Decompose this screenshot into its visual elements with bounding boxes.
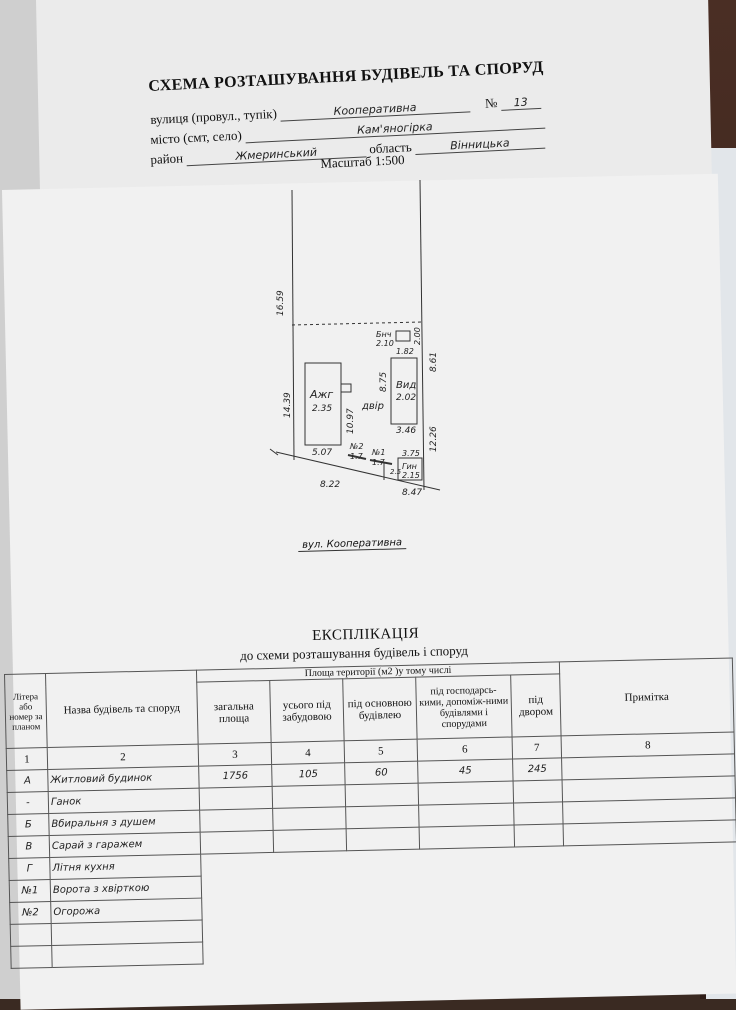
row-built: 105 — [272, 763, 345, 787]
gate1-value: 1.7 — [372, 458, 385, 467]
row-name: Літня кухня — [50, 854, 201, 879]
city-value: Кам'яногірка — [245, 115, 545, 144]
col-num: 1 — [6, 748, 47, 771]
col-num: 8 — [561, 732, 734, 758]
building-b-d: 1.82 — [396, 347, 414, 356]
scale-label: Масштаб 1:500 — [320, 151, 405, 171]
dim-east-top: 8.61 — [429, 351, 439, 372]
number-label: № — [484, 95, 498, 111]
col-num: 3 — [198, 742, 271, 766]
row-letter: №1 — [9, 880, 50, 903]
dim-east-bottom: 12.26 — [429, 426, 439, 452]
row-yard: 245 — [513, 758, 562, 781]
building-a-area: 2.35 — [312, 404, 333, 414]
row-letter: В — [8, 836, 49, 859]
gate2-value: 1.7 — [350, 452, 363, 461]
number-value: 13 — [500, 95, 541, 111]
col-num: 2 — [47, 744, 198, 769]
building-v-area: 2.02 — [396, 393, 417, 403]
building-a-porch — [341, 384, 351, 392]
col-letter-header: Літера або номер за планом — [5, 674, 48, 749]
row-name: Ворота з хвірткою — [50, 876, 201, 901]
district-value: Жмеринський — [186, 143, 366, 166]
area-group-header: Площа території (м2 )у тому числі — [196, 662, 559, 682]
dim-south-left: 8.22 — [320, 480, 341, 490]
col-yard-header: під двором — [511, 674, 561, 737]
row-letter: А — [7, 770, 48, 793]
row-aux: 45 — [418, 759, 513, 783]
yard-label: двір — [362, 401, 384, 412]
building-a-width: 5.07 — [312, 448, 333, 458]
explication-title: ЕКСПЛІКАЦІЯ — [312, 625, 420, 644]
building-v-width: 3.46 — [396, 426, 417, 436]
col-aux-header: під господарсь-кими, допоміж-ними будівлями і спорудами — [416, 675, 512, 739]
dim-south-right: 8.47 — [402, 488, 423, 498]
region-label: область — [368, 139, 413, 157]
col-num: 6 — [417, 737, 512, 761]
col-num: 7 — [512, 736, 561, 759]
row-letter: Г — [9, 858, 50, 881]
row-name: Ганок — [48, 788, 199, 813]
building-b-w: 2.10 — [376, 339, 394, 348]
row-name: Сарай з гаражем — [49, 832, 200, 857]
building-v-side: 8.75 — [379, 371, 389, 392]
col-built-header: усього під забудовою — [270, 679, 344, 743]
building-b-outline — [396, 331, 410, 341]
row-letter: - — [7, 792, 48, 815]
col-name-header: Назва будівель та споруд — [46, 670, 199, 747]
building-g-label: Гин — [402, 462, 417, 471]
plot-division-line — [292, 322, 422, 325]
building-g-area: 2.15 — [402, 471, 420, 480]
col-total-header: загальна площа — [197, 680, 271, 744]
row-letter: №2 — [10, 901, 51, 924]
building-a-label: Ажг — [310, 388, 334, 401]
explication-table — [4, 657, 736, 968]
building-a-depth: 10.97 — [346, 408, 356, 434]
col-num: 4 — [271, 741, 344, 765]
gate1-label: №1 — [372, 448, 386, 457]
row-letter: Б — [8, 814, 49, 837]
street-name-label: вул. Кооперативна — [298, 537, 406, 552]
building-v-label: Вид — [396, 380, 417, 391]
row-main: 60 — [345, 761, 418, 785]
dim-north: 16.59 — [276, 290, 286, 316]
building-v-outline — [391, 358, 417, 424]
district-label: район — [150, 150, 184, 167]
street-label: вулиця (провул., тупік) — [150, 105, 278, 127]
gate1-extra: 2.5 — [390, 468, 402, 476]
row-total: 1756 — [199, 764, 272, 788]
row-name: Житловий будинок — [48, 766, 199, 791]
col-main-header: під основною будівлею — [343, 677, 417, 741]
col-num: 5 — [344, 739, 417, 763]
region-value: Вінницька — [415, 135, 546, 155]
gate2-label: №2 — [350, 442, 364, 451]
col-note-header: Примітка — [559, 658, 734, 736]
building-g-width: 3.75 — [402, 449, 420, 458]
street-value: Кооперативна — [280, 98, 470, 121]
row-name: Вбиральня з душем — [49, 810, 200, 835]
city-label: місто (смт, село) — [150, 127, 243, 147]
building-b-h: 2.00 — [413, 327, 422, 345]
building-b-label: Бнч — [376, 330, 392, 339]
document-title: СХЕМА РОЗТАШУВАННЯ БУДІВЕЛЬ ТА СПОРУД — [148, 58, 544, 95]
explication-subtitle: до схеми розташування будівель і споруд — [240, 642, 469, 663]
dim-west: 14.39 — [283, 392, 293, 418]
row-name: Огорожа — [51, 898, 202, 923]
